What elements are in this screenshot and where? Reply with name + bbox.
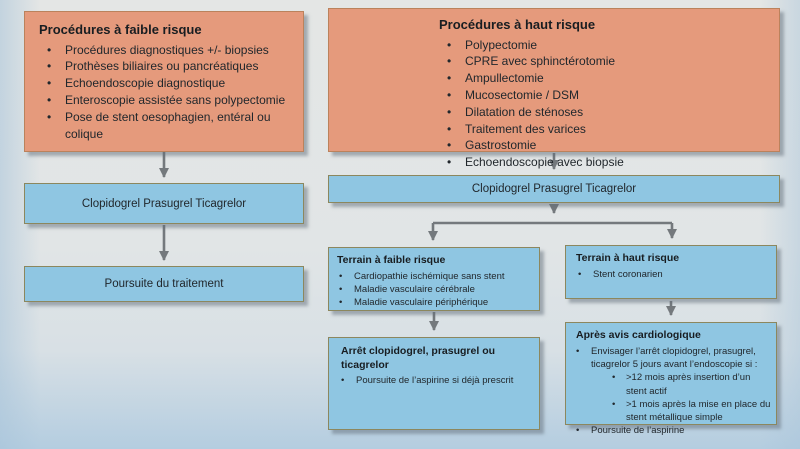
list-item: • Maladie vasculaire cérébrale [337, 283, 533, 296]
list-item: • Mucosectomie / DSM [439, 87, 771, 104]
list-item: • Poursuite de l’aspirine si déjà prescrit [339, 374, 531, 387]
list-item: • Enteroscopie assistée sans polypectomie [39, 92, 295, 109]
box-title: Terrain à faible risque [337, 254, 446, 266]
box-stop-drugs [328, 337, 540, 430]
list-item: • Prothèses biliaires ou pancréatiques [39, 58, 295, 75]
box-cardiology-advice [565, 322, 777, 437]
box-label: Poursuite du traitement [104, 278, 224, 290]
box-continue-treatment [24, 266, 304, 302]
sub-list-item: • >1 mois après la mise en place du stent métallique simple [574, 398, 771, 425]
list-item: • Polypectomie [439, 37, 771, 54]
box-low-risk-terrain [328, 247, 540, 311]
list-item: • Poursuite de l’aspirine [574, 424, 771, 437]
list-item: • Procédures diagnostiques +/- biopsies [39, 42, 295, 59]
list-item: • Cardiopathie ischémique sans stent [337, 270, 533, 283]
list-item: • Dilatation de sténoses [439, 104, 771, 121]
box-title: Terrain à haut risque [576, 252, 680, 264]
list-item: • Stent coronarien [576, 268, 770, 281]
box-label: Clopidogrel Prasugrel Ticagrelor [471, 183, 637, 195]
list-item: • CPRE avec sphinctérotomie [439, 53, 771, 70]
list-item: • Traitement des varices [439, 121, 771, 138]
box-drugs-left [24, 183, 304, 224]
list-item: • Echoendoscopie diagnostique [39, 75, 295, 92]
box-label: Clopidogrel Prasugrel Ticagrelor [81, 197, 247, 210]
box-title: Arrêt clopidogrel, prasugrel ou ticagrelor [341, 345, 496, 371]
list-item: • Echoendoscopie avec biopsie [439, 154, 771, 171]
box-drugs-right [328, 175, 780, 203]
list-item: • Gastrostomie [439, 137, 771, 154]
list-item: • Pose de stent oesophagien, entéral ou colique [39, 109, 295, 143]
list-item: • Ampullectomie [439, 70, 771, 87]
box-high-risk-procedures [328, 8, 780, 170]
box-title: Après avis cardiologique [576, 329, 701, 341]
sub-list-item: • >12 mois après insertion d’un stent actif [574, 371, 771, 398]
box-title: Procédures à faible risque [39, 22, 202, 37]
box-low-risk-procedures [24, 11, 304, 152]
box-title: Procédures à haut risque [439, 17, 596, 32]
box-high-risk-terrain [565, 245, 777, 299]
list-item: • Maladie vasculaire périphérique [337, 296, 533, 309]
list-item: • Envisager l’arrêt clopidogrel, prasugrel, ticagrelor 5 jours avant l’endoscopie si : [574, 345, 771, 372]
